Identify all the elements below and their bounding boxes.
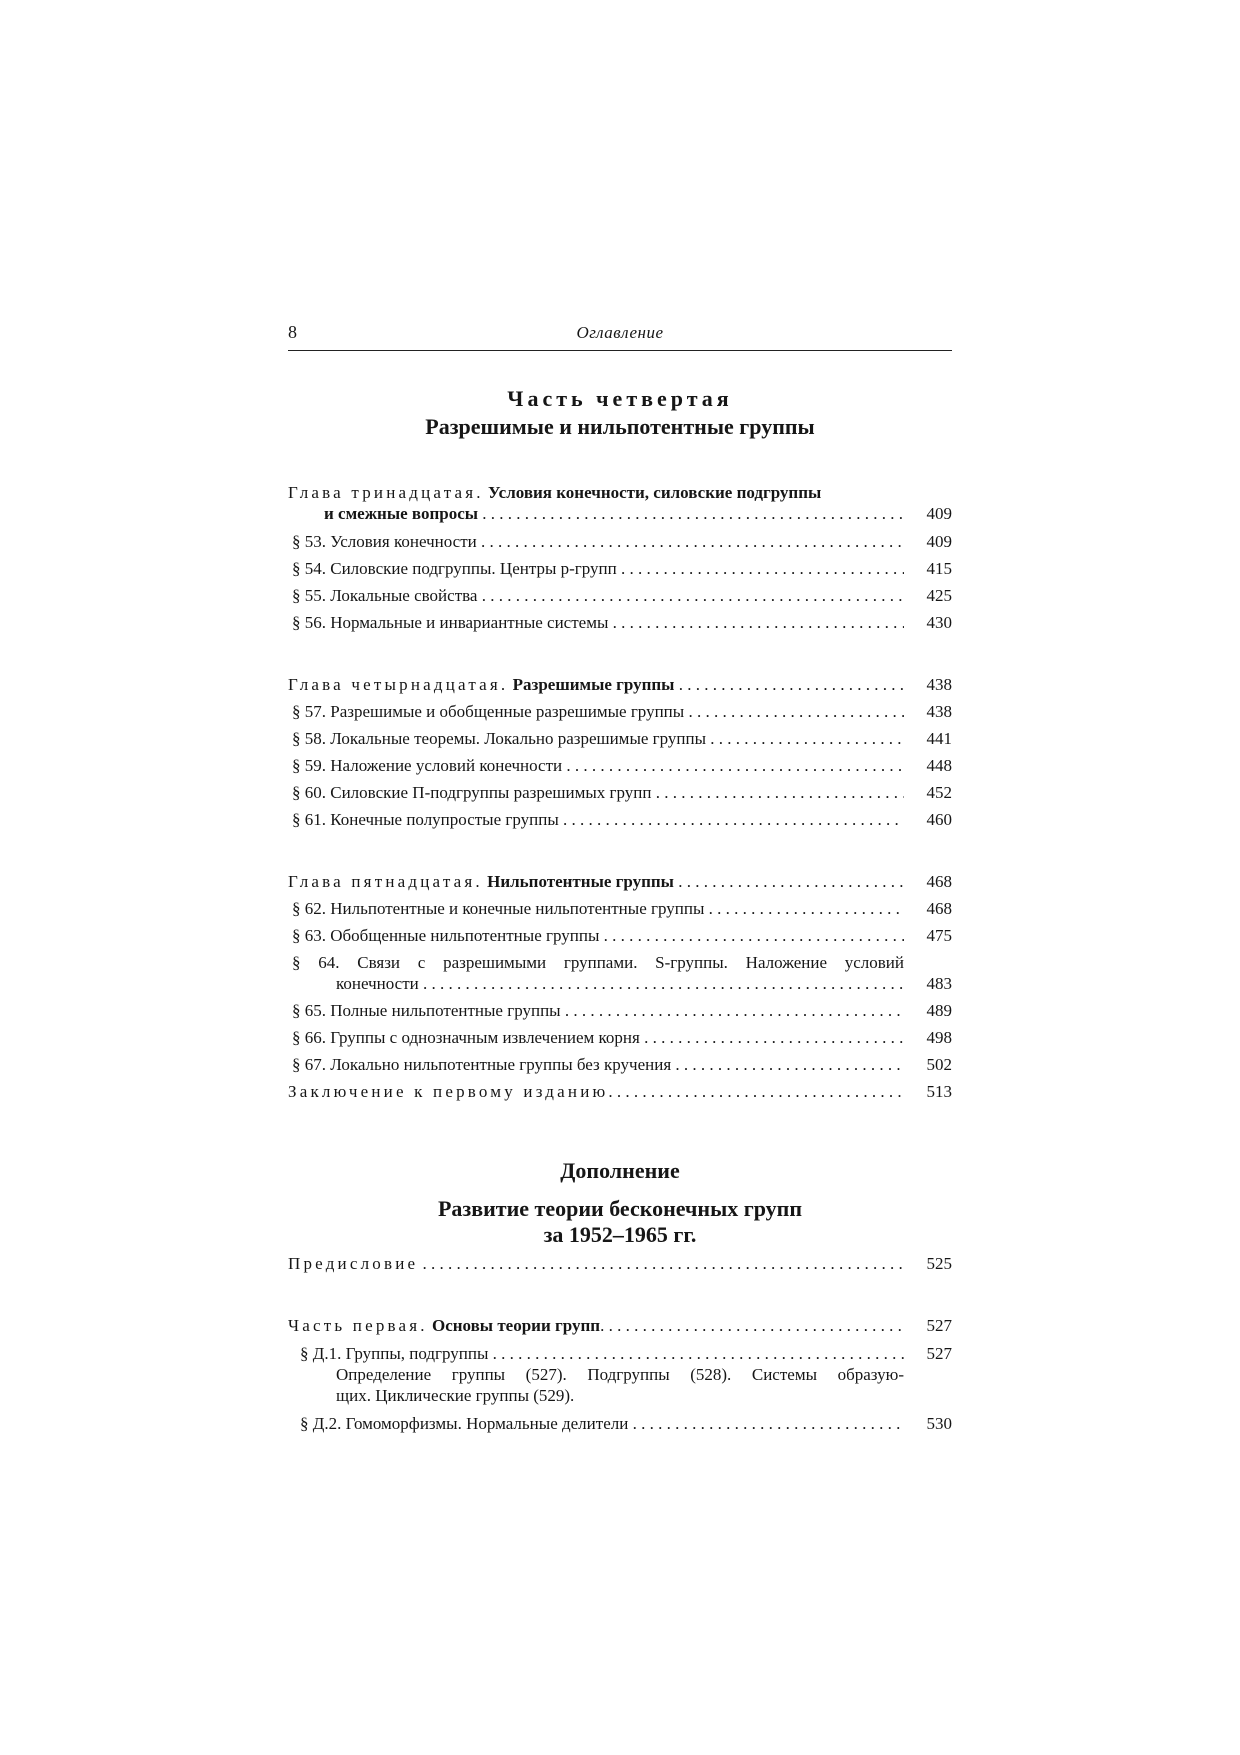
section-row[interactable]: [288, 1027, 952, 1049]
chapter-title-cont: и смежные вопросы: [324, 504, 479, 523]
section-title: Обобщенные нильпотентные группы: [330, 926, 600, 945]
section-row[interactable]: [288, 585, 952, 607]
chapter-13-row[interactable]: [288, 482, 952, 504]
section-row[interactable]: [288, 952, 952, 974]
section-title: Силовские П-подгруппы разрешимых групп: [330, 783, 652, 802]
supplement-part1-row[interactable]: [288, 1315, 952, 1337]
page-ref: 448: [926, 756, 952, 775]
section-number: § 59.: [292, 756, 326, 775]
section-title: Группы, подгруппы: [345, 1344, 489, 1363]
page-ref: 468: [926, 872, 952, 891]
part-heading-title: Разрешимые и нильпотентные группы: [425, 414, 815, 439]
section-number: § 57.: [292, 702, 326, 721]
section-number: § 53.: [292, 532, 326, 551]
chapter-15-row[interactable]: [288, 871, 952, 893]
running-title: Оглавление: [576, 323, 664, 342]
chapter-title: Условия конечности, силовские подгруппы: [488, 483, 822, 502]
section-title: Полные нильпотентные группы: [330, 1001, 561, 1020]
part-label: Часть первая.: [288, 1316, 428, 1335]
page-ref: 502: [926, 1055, 952, 1074]
section-number: § 64.: [292, 953, 340, 972]
chapter-13-row-cont[interactable]: [288, 503, 952, 525]
page-ref: 525: [926, 1254, 952, 1273]
section-number: § 61.: [292, 810, 326, 829]
section-row[interactable]: [288, 782, 952, 804]
section-row[interactable]: [288, 728, 952, 750]
page-ref: 483: [926, 974, 952, 993]
section-title: Наложение условий конечности: [330, 756, 563, 775]
section-number: § 60.: [292, 783, 326, 802]
page-ref: 415: [926, 559, 952, 578]
section-number: § 66.: [292, 1028, 326, 1047]
section-row[interactable]: [288, 531, 952, 553]
section-note-cont: щих. Циклические группы (529).: [336, 1386, 575, 1405]
section-title: Нормальные и инвариантные системы: [330, 613, 609, 632]
section-row[interactable]: [288, 701, 952, 723]
section-row[interactable]: [288, 1413, 952, 1435]
preface-label: Предисловие: [288, 1254, 419, 1273]
page-ref: 452: [926, 783, 952, 802]
section-number: § 58.: [292, 729, 326, 748]
page-ref: 460: [926, 810, 952, 829]
supplement-heading: Дополнение: [560, 1158, 680, 1183]
section-note: Определение группы (527). Подгруппы (528). Системы образую-: [336, 1365, 904, 1384]
page-ref: 468: [926, 899, 952, 918]
chapter-title: Нильпотентные группы: [487, 872, 674, 891]
section-row[interactable]: [288, 1054, 952, 1076]
section-row[interactable]: [288, 612, 952, 634]
section-title: Нильпотентные и конечные нильпотентные группы: [330, 899, 705, 918]
section-number: § 67.: [292, 1055, 326, 1074]
page-ref: 498: [926, 1028, 952, 1047]
section-row-cont[interactable]: [288, 973, 952, 995]
section-number: § 55.: [292, 586, 326, 605]
chapter-label: Глава четырнадцатая.: [288, 675, 509, 694]
section-row[interactable]: [288, 558, 952, 580]
part-title: Основы теории групп: [431, 1316, 601, 1335]
chapter-label: Глава пятнадцатая.: [288, 872, 483, 891]
section-title: Группы с однозначным извлечением корня: [330, 1028, 640, 1047]
page-ref: 438: [926, 675, 952, 694]
page-ref: 475: [926, 926, 952, 945]
section-number: § 65.: [292, 1001, 326, 1020]
section-number: § 54.: [292, 559, 326, 578]
section-title: Разрешимые и обобщенные разрешимые группы: [330, 702, 685, 721]
supplement-title-cont: за 1952–1965 гг.: [543, 1222, 697, 1247]
section-title: Условия конечности: [330, 532, 477, 551]
chapter-14-row[interactable]: [288, 674, 952, 696]
page-ref: 430: [926, 613, 952, 632]
page-ref: 527: [926, 1316, 952, 1335]
section-title: Локальные теоремы. Локально разрешимые группы: [330, 729, 707, 748]
section-title: Локальные свойства: [330, 586, 478, 605]
conclusion-row[interactable]: [288, 1081, 952, 1103]
section-number: § 56.: [292, 613, 326, 632]
section-title: Локально нильпотентные группы без кручения: [330, 1055, 672, 1074]
page-ref: 425: [926, 586, 952, 605]
section-row[interactable]: [288, 925, 952, 947]
section-title: Связи с разрешимыми группами. S-группы. Наложение условий: [357, 953, 904, 972]
section-title: Силовские подгруппы. Центры p-групп: [330, 559, 617, 578]
page-number: 8: [288, 322, 297, 342]
section-title: Гомоморфизмы. Нормальные делители: [345, 1414, 629, 1433]
chapter-title: Разрешимые группы: [512, 675, 675, 694]
section-number: § Д.1.: [300, 1344, 342, 1363]
section-row[interactable]: [288, 1343, 952, 1365]
page-header: [288, 322, 952, 351]
page-ref: 513: [926, 1082, 952, 1101]
section-row[interactable]: [288, 1000, 952, 1022]
preface-row[interactable]: [288, 1253, 952, 1275]
section-row[interactable]: [288, 755, 952, 777]
section-number: § 63.: [292, 926, 326, 945]
section-number: § Д.2.: [300, 1414, 342, 1433]
part-heading-label: Часть четвертая: [507, 386, 733, 411]
section-title: Конечные полупростые группы: [330, 810, 559, 829]
section-title-cont: конечности: [336, 974, 419, 993]
supplement-title: Развитие теории бесконечных групп: [437, 1196, 803, 1221]
page-ref: 409: [926, 532, 952, 551]
page-ref: 409: [926, 504, 952, 523]
chapter-label: Глава тринадцатая.: [288, 483, 484, 502]
page-ref: 489: [926, 1001, 952, 1020]
section-number: § 62.: [292, 899, 326, 918]
page-ref: 527: [926, 1344, 952, 1363]
page-ref: 438: [926, 702, 952, 721]
section-row[interactable]: [288, 809, 952, 831]
section-row[interactable]: [288, 898, 952, 920]
page-ref: 441: [926, 729, 952, 748]
page-ref: 530: [926, 1414, 952, 1433]
conclusion-label: Заключение к первому изданию: [288, 1082, 609, 1101]
